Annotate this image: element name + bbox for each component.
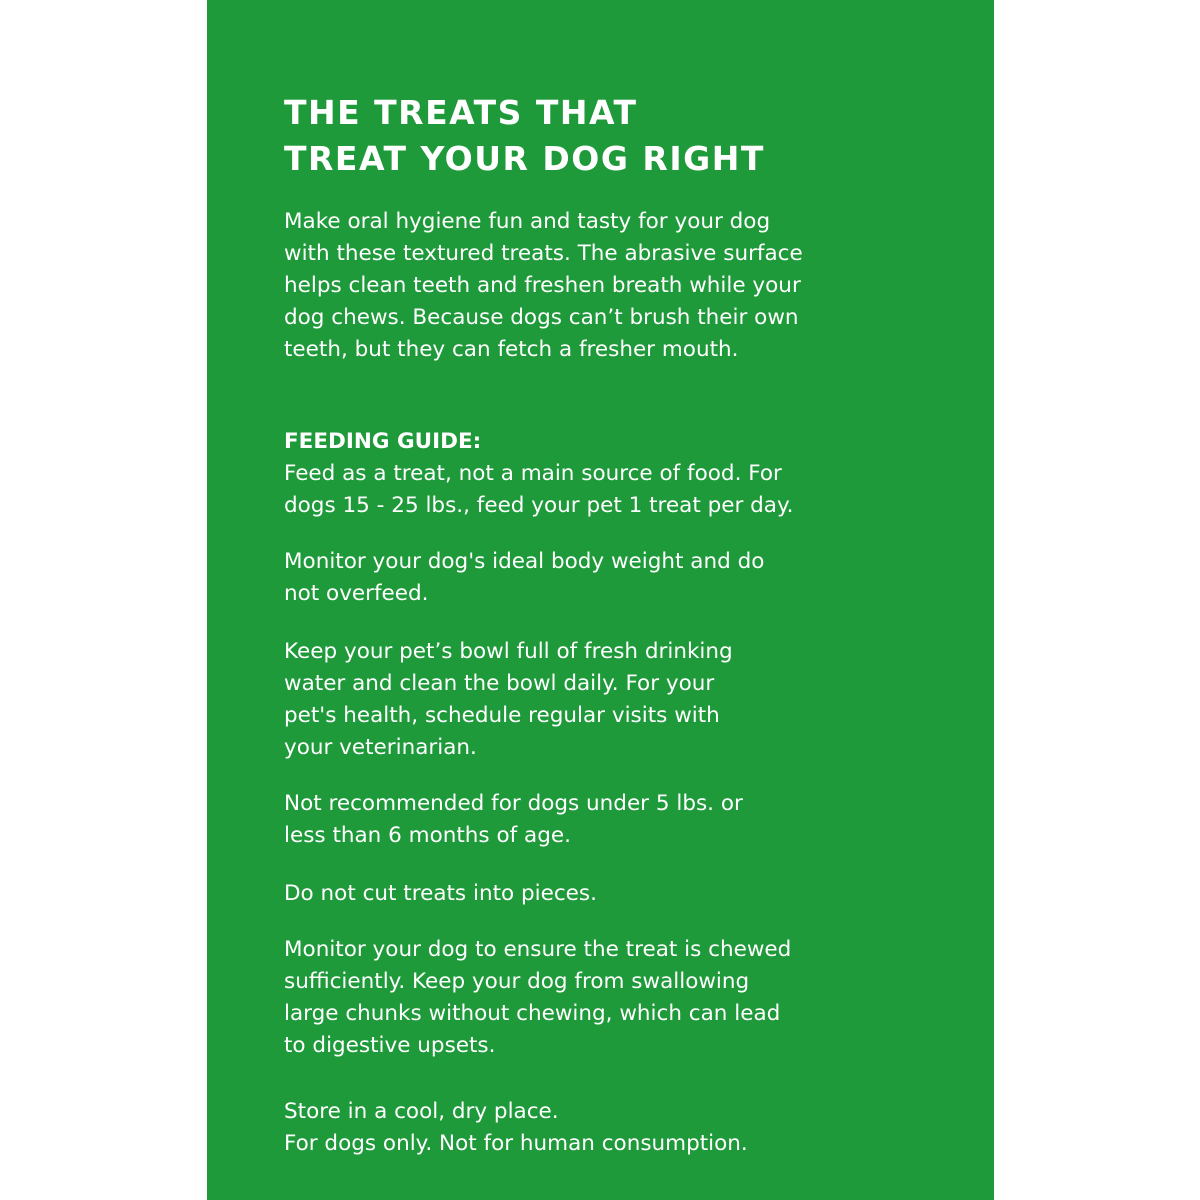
storage-note-line: Store in a cool, dry place. xyxy=(284,1099,559,1124)
age-note-line: Not recommended for dogs under 5 lbs. or xyxy=(284,791,743,816)
chew-note-line: to digestive upsets. xyxy=(284,1033,496,1058)
water-note-line: your veterinarian. xyxy=(284,735,477,760)
intro-line: Make oral hygiene fun and tasty for your dog xyxy=(284,209,771,234)
weight-note xyxy=(284,546,764,610)
chew-note-line: large chunks without chewing, which can lead xyxy=(284,1001,781,1026)
water-note xyxy=(284,636,733,764)
chew-note-line: Monitor your dog to ensure the treat is chewed xyxy=(284,937,792,962)
headline-line-2: TREAT YOUR DOG RIGHT xyxy=(284,139,765,178)
feeding-guide xyxy=(284,426,793,522)
headline xyxy=(284,90,765,182)
weight-note-line: not overfeed. xyxy=(284,581,429,606)
intro-line: helps clean teeth and freshen breath while your xyxy=(284,273,801,298)
intro-line: with these textured treats. The abrasive surface xyxy=(284,241,803,266)
chew-note xyxy=(284,934,791,1062)
water-note-line: water and clean the bowl daily. For your xyxy=(284,671,715,696)
intro-line: dog chews. Because dogs can’t brush their own xyxy=(284,305,799,330)
age-note xyxy=(284,788,743,852)
headline-line-1: THE TREATS THAT xyxy=(284,93,638,132)
cut-note xyxy=(284,878,597,910)
intro-paragraph xyxy=(284,206,803,366)
feeding-guide-title: FEEDING GUIDE: xyxy=(284,429,482,454)
cut-note-line: Do not cut treats into pieces. xyxy=(284,881,597,906)
package-panel xyxy=(207,0,994,1200)
feeding-guide-line: Feed as a treat, not a main source of food. For xyxy=(284,461,782,486)
storage-note xyxy=(284,1096,748,1160)
age-note-line: less than 6 months of age. xyxy=(284,823,571,848)
feeding-guide-line: dogs 15 - 25 lbs., feed your pet 1 treat per day. xyxy=(284,493,794,518)
water-note-line: Keep your pet’s bowl full of fresh drinking xyxy=(284,639,733,664)
storage-note-line: For dogs only. Not for human consumption. xyxy=(284,1131,748,1156)
weight-note-line: Monitor your dog's ideal body weight and do xyxy=(284,549,765,574)
water-note-line: pet's health, schedule regular visits with xyxy=(284,703,720,728)
chew-note-line: sufficiently. Keep your dog from swallowing xyxy=(284,969,750,994)
intro-line: teeth, but they can fetch a fresher mouth. xyxy=(284,337,739,362)
